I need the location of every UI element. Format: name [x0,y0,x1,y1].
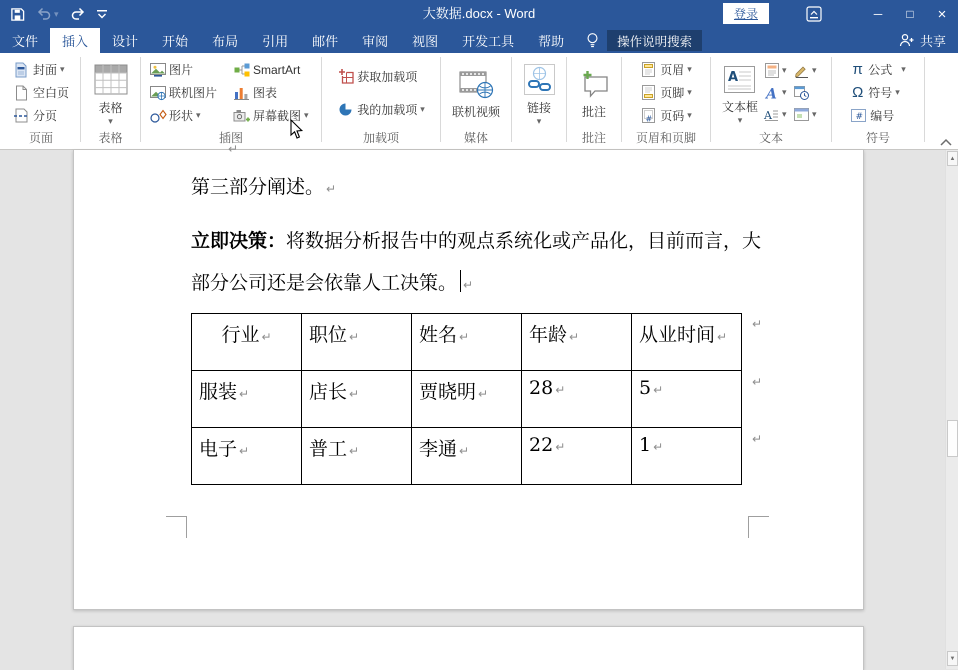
group-media [442,53,510,149]
collapse-ribbon-icon [940,139,952,146]
group-label-pages: 页面 [28,131,53,145]
group-label-links [513,132,565,149]
table-header-cell[interactable]: 年龄 ↵ [522,314,632,371]
table-cell[interactable]: 李通 ↵ [412,428,522,485]
group-separator [831,57,832,142]
cell-mark-icon: ↵ [555,383,566,397]
group-separator [566,57,567,142]
blank-page-button[interactable]: 空白页 [9,81,73,104]
online-pictures-button[interactable]: 联机图片 [145,81,225,104]
ribbon-display-options-button[interactable] [806,6,822,27]
tab-design[interactable]: 设计 [112,34,139,49]
page-number-button[interactable]: # 页码 ▾ [636,104,696,127]
sign-in-button[interactable]: 登录 [723,3,769,24]
page-break-button[interactable]: 分页 [9,104,73,127]
save-icon [10,7,25,22]
textbox-button[interactable]: A 文本框 ▾ [719,61,761,125]
table-header-cell[interactable]: 从业时间 ↵ [632,314,742,371]
lightbulb-icon [586,32,599,49]
paragraph-2-lead: 立即决策： [191,230,287,252]
maximize-button[interactable]: □ [906,7,914,21]
wordart-icon [763,85,780,101]
ribbon-display-options-icon [806,6,822,22]
document-table[interactable] [191,313,742,485]
pictures-icon [149,62,166,78]
tell-me-search[interactable] [586,28,702,53]
group-separator [140,57,141,142]
header-button[interactable]: 页眉 ▾ [636,58,696,81]
table-header-row[interactable] [192,314,742,371]
link-icon [524,64,555,98]
tab-references[interactable]: 引用 [262,34,289,49]
table-header-cell[interactable]: 姓名 ↵ [412,314,522,371]
shapes-button[interactable]: 形状 ▾ [145,104,225,127]
page-break-icon [13,108,30,124]
tab-mailings[interactable]: 邮件 [312,34,339,49]
page-number-icon [640,108,657,124]
get-addins-button[interactable]: 获取加载项 [333,60,429,93]
group-label-illustrations: 插图 [218,131,243,145]
wordart-button[interactable]: A ▾ [763,85,793,101]
group-label-media: 媒体 [463,131,488,145]
date-time-button[interactable] [793,85,823,101]
screenshot-button[interactable]: 屏幕截图 ▾ [229,104,317,127]
my-addins-icon [337,101,354,117]
footer-button[interactable]: 页脚 ▾ [636,81,696,104]
group-links [513,53,565,149]
store-icon [337,68,354,84]
cell-mark-icon: ↵ [555,440,566,454]
mouse-cursor-icon [290,119,304,140]
cover-page-button[interactable]: 封面 ▾ [9,58,73,81]
share-button[interactable]: 共享 [899,28,946,53]
svg-text:A: A [728,69,739,85]
svg-text:A: A [766,86,777,102]
screenshot-icon [233,108,250,124]
tab-help[interactable]: 帮助 [538,34,565,49]
cell-mark-icon: ↵ [239,444,250,458]
omega-icon: Ω [852,84,864,101]
blank-page-icon [13,85,30,101]
cell-mark-icon: ↵ [653,440,664,454]
group-addins [323,53,439,149]
cell-mark-icon: ↵ [569,330,580,344]
table-header-cell[interactable]: 行业 ↵ [192,314,302,371]
pictures-button[interactable]: 图片 [145,58,225,81]
group-separator [710,57,711,142]
cell-mark-icon: ↵ [239,387,250,401]
table-cell[interactable]: 普工 ↵ [302,428,412,485]
ribbon-insert [0,53,958,150]
group-separator [80,57,81,142]
svg-text:#: # [645,114,653,124]
tab-developer[interactable]: 开发工具 [462,34,515,49]
undo-button[interactable] [36,7,59,21]
group-separator [440,57,441,142]
close-button[interactable]: × [937,5,947,23]
cell-mark-icon: ↵ [349,330,360,344]
collapse-ribbon-button[interactable] [940,133,952,151]
row-end-mark-icon: ↵ [752,375,763,389]
group-pages [3,53,79,149]
paragraph-2-line-1[interactable]: 立即决策：将数据分析报告中的观点系统化或产品化，目前而言，大 [191,230,762,252]
group-text [712,53,830,149]
quick-parts-button[interactable]: ▾ [763,63,793,79]
undo-icon [36,7,52,21]
customize-qat-button[interactable] [97,8,107,20]
cell-mark-icon: ↵ [349,387,360,401]
comment-button[interactable]: 批注 [575,65,613,120]
quick-access-toolbar [10,0,107,28]
chart-icon [233,85,250,101]
drop-cap-button[interactable]: A ▾ [764,108,787,122]
svg-text:#: # [855,112,864,122]
pi-icon: π [852,61,863,78]
group-label-header-footer: 页眉和页脚 [635,131,696,145]
object-icon [793,107,810,123]
online-pictures-icon [149,85,166,101]
scroll-down-button[interactable]: ▼ [947,651,958,666]
link-button[interactable]: 链接 ▾ [521,60,558,126]
equation-button[interactable]: π 公式 ▾ [846,58,910,81]
tell-me-input[interactable]: 操作说明搜索 [607,30,702,51]
group-separator [321,57,322,142]
date-time-icon [793,85,810,101]
redo-button[interactable] [70,7,86,21]
scrollbar-thumb[interactable] [947,420,958,457]
paragraph-1[interactable]: 第三部分阐述。 ↵ [191,176,337,198]
share-person-icon [899,33,915,48]
smartart-icon [233,62,250,78]
online-video-icon [459,69,493,102]
footer-icon [640,85,657,101]
group-label-comments: 批注 [581,131,606,145]
symbol-button[interactable]: Ω 符号 ▾ [852,84,900,101]
comment-icon [578,69,610,102]
group-separator [511,57,512,142]
table-button[interactable]: 表格 ▾ [91,60,131,126]
minimize-button[interactable]: ─ [873,7,883,21]
group-label-table: 表格 [98,131,123,145]
svg-text:A: A [764,108,772,122]
group-table [82,53,139,149]
shapes-icon [149,108,166,124]
tab-home[interactable]: 开始 [162,34,189,49]
scroll-up-button[interactable]: ▲ [947,151,958,166]
table-header-cell[interactable]: 职位 ↵ [302,314,412,371]
tab-review[interactable]: 审阅 [362,34,389,49]
cell-mark-icon: ↵ [478,387,489,401]
signature-line-icon [793,63,810,79]
cell-mark-icon: ↵ [717,330,728,344]
window-title: 大数据.docx - Word [422,6,536,21]
numbering-icon [850,108,867,124]
document-page-2[interactable] [73,626,864,670]
title-bar [0,0,958,28]
tab-layout[interactable]: 布局 [212,34,239,49]
online-video-button[interactable]: 联机视频 [449,65,503,120]
table-cell[interactable]: 22 ↵ [522,428,632,485]
smartart-button[interactable]: SmartArt [229,58,317,81]
cell-mark-icon: ↵ [653,383,664,397]
tab-insert[interactable]: 插入 [50,28,100,53]
paragraph-2-line-2[interactable]: 部分公司还是会依靠人工决策。 ↵ [191,272,474,294]
window-controls [862,0,958,28]
row-end-mark-icon: ↵ [752,432,763,446]
header-icon [640,62,657,78]
paragraph-mark-icon: ↵ [326,182,337,196]
group-header-footer [623,53,709,149]
drop-cap-icon [763,107,780,123]
group-symbols [833,53,923,149]
my-addins-button[interactable]: 我的加载项 ▾ [333,93,429,126]
text-cursor [460,270,461,292]
document-area[interactable] [0,142,945,669]
tab-view[interactable]: 视图 [412,34,439,49]
group-comments [568,53,620,149]
group-label-symbols: 符号 [865,131,890,145]
cover-page-icon [13,62,30,78]
group-separator [621,57,622,142]
table-row[interactable] [192,371,742,428]
margin-corner-mark [166,516,187,538]
object-button[interactable]: ▾ [793,107,823,123]
signature-line-button[interactable]: ▾ [793,63,823,79]
numbering-button[interactable]: # 编号 [846,104,910,127]
group-label-text: 文本 [758,131,783,145]
undo-dropdown-icon: ▾ [54,8,59,19]
table-cell[interactable]: 店长 ↵ [302,371,412,428]
save-button[interactable] [10,7,25,22]
quick-parts-icon [763,63,780,79]
margin-corner-mark [748,516,769,538]
cell-mark-icon: ↵ [459,330,470,344]
table-row[interactable] [192,428,742,485]
paragraph-mark-icon: ↵ [463,278,474,292]
table-cell[interactable]: 5 ↵ [632,371,742,428]
cell-mark-icon: ↵ [349,444,360,458]
cell-mark-icon: ↵ [261,330,272,344]
group-separator [924,57,925,142]
textbox-icon [723,65,756,97]
table-grid-icon [94,64,128,98]
table-cell[interactable]: 28 ↵ [522,371,632,428]
group-label-addins: 加载项 [362,131,399,145]
table-cell[interactable]: 服装 ↵ [192,371,302,428]
vertical-scrollbar[interactable] [945,150,958,669]
cell-mark-icon: ↵ [459,444,470,458]
document-page-1[interactable] [73,142,864,610]
customize-qat-icon [97,8,107,20]
ribbon-tab-row [0,28,958,53]
table-cell[interactable]: 1 ↵ [632,428,742,485]
tab-file[interactable]: 文件 [12,34,39,49]
table-cell[interactable]: 贾晓明 ↵ [412,371,522,428]
row-end-mark-icon: ↵ [752,317,763,331]
redo-icon [70,7,86,21]
table-cell[interactable]: 电子 ↵ [192,428,302,485]
paragraph-mark-icon: ↵ [228,142,239,156]
chart-button[interactable]: 图表 [229,81,317,104]
